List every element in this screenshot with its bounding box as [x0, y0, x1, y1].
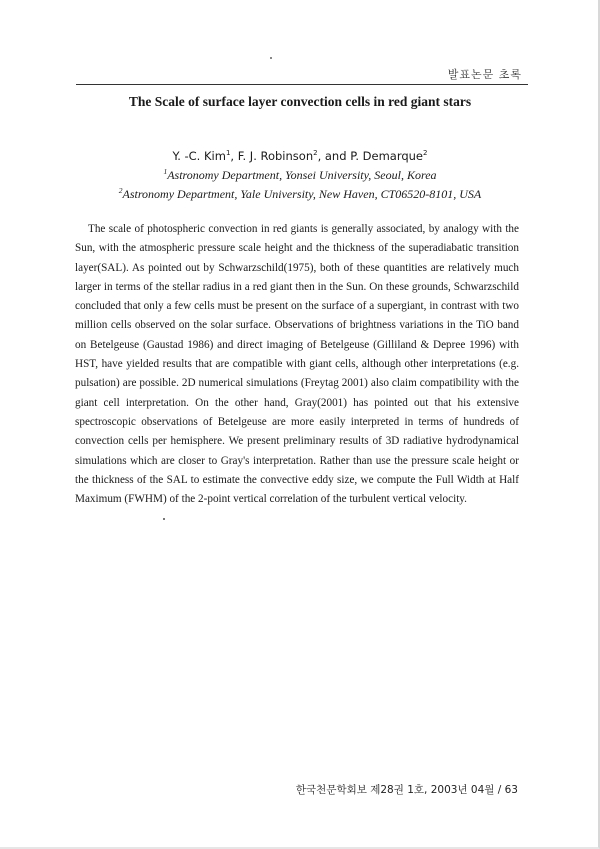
author-name: Y. -C. Kim: [172, 149, 226, 163]
journal-citation: 한국천문학회보 제28권 1호, 2003년 04월 / 63: [295, 784, 518, 796]
header-rule: [76, 84, 528, 85]
section-label: 발표논문 초록: [447, 68, 522, 81]
paper-title: The Scale of surface layer convection cells in red giant stars: [128, 94, 472, 109]
affiliation-mark: 1: [163, 167, 168, 176]
scan-speck: [163, 518, 165, 520]
affiliation-text: Astronomy Department, Yonsei University, Seoul, Korea: [167, 168, 437, 182]
abstract-body: The scale of photospheric convection in red giants is generally associated, by analogy with the Sun, with the atmospheric pressure scale height and the thickness of the superadiabatic transition layer(SAL). As pointed out by Schwarzschild(1975), both of these quantities are relatively much larger in terms of the stellar radius in a red giant then in the Sun. On these grounds, Schwarzschild concluded that only a few cells must be present on the surface of a supergiant, in contrast with two million cells observed on the solar surface. Observations of brightness variations in the TiO band on Betelgeuse (Gaustad 1986) and direct imaging of Betelgeuse (Gilliland & Depree 1996) with HST, have yielded results that are compatible with giant cells, although other interpretations (e.g. pulsation) are possible. 2D numerical simulations (Freytag 2001) also claim compatibility with the giant cell interpretation. On the other hand, Gray(2001) has pointed out that his extensive spectroscopic observations of Betelgeuse are more easily interpreted in terms of hundreds of convection cells per hemisphere. We present preliminary results of 3D radiative hydrodynamical simulations which are closer to Gray's interpretation. Rather than use the pressure scale height or the thickness of the SAL to estimate the convective eddy size, we compute the Full Width at Half Maximum (FWHM) of the 2-point vertical correlation of the turbulent vertical velocity.: [75, 223, 519, 506]
affiliation-2: [60, 186, 540, 202]
affiliation-mark: 2: [118, 186, 123, 195]
affiliation-mark: 2: [423, 149, 428, 158]
author-line: [60, 149, 540, 163]
author-separator: ,: [230, 149, 238, 163]
author-separator: , and: [317, 149, 351, 163]
affiliation-text: Astronomy Department, Yale University, New Haven, CT06520-8101, USA: [122, 187, 482, 201]
affiliation-1: [60, 167, 540, 183]
affiliation-mark: 1: [225, 149, 231, 158]
scan-speck: [270, 57, 272, 59]
author-name: P. Demarque: [350, 149, 424, 163]
author-name: F. J. Robinson: [237, 149, 314, 163]
affiliation-mark: 2: [313, 149, 318, 158]
